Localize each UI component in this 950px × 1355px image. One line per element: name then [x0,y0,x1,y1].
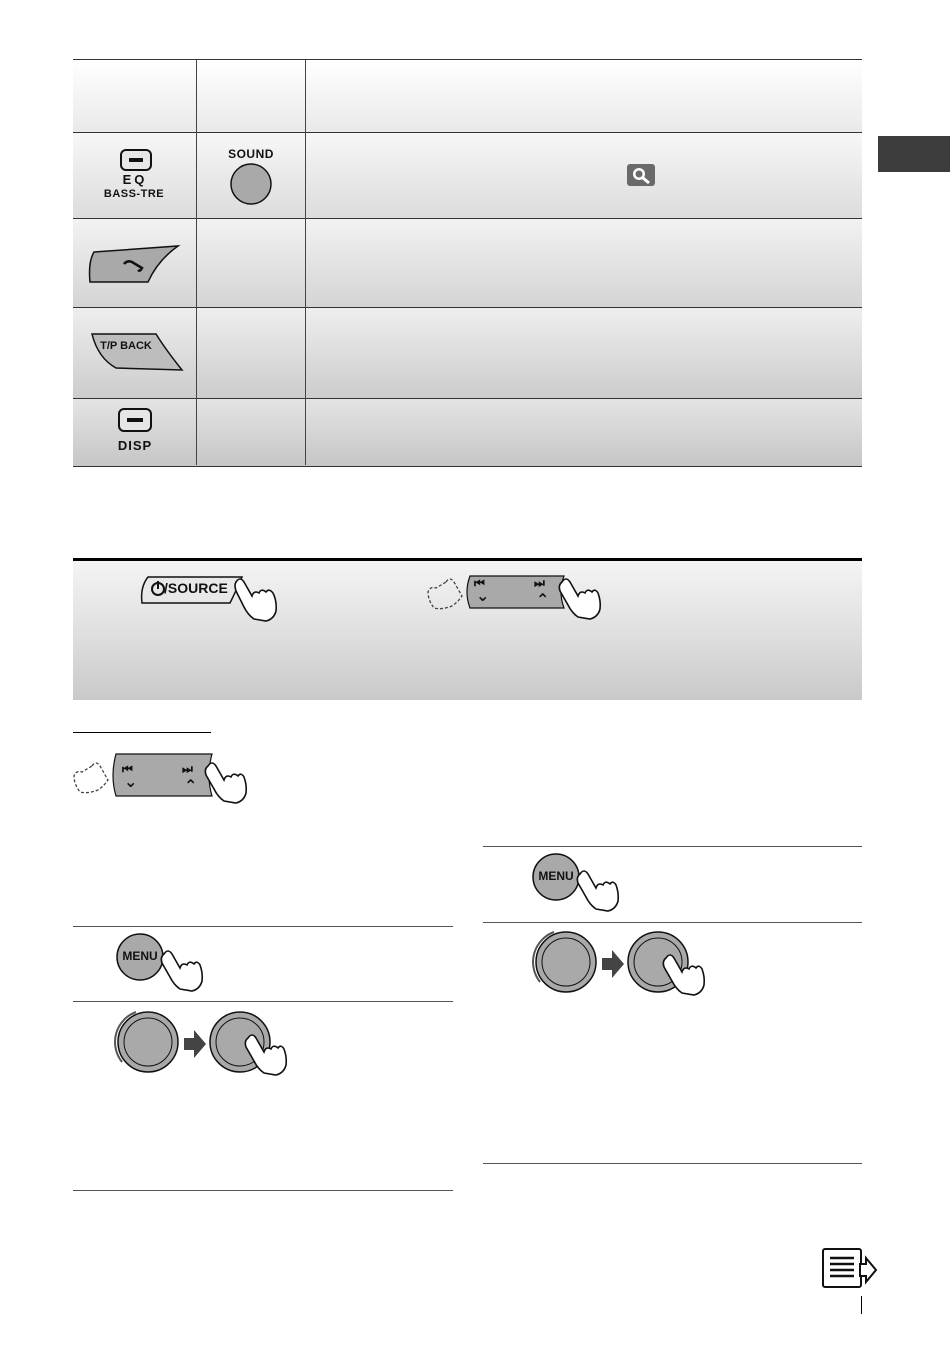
table-row-phone [73,218,862,308]
table-row-header [73,59,862,133]
skip-buttons-icon [72,752,252,810]
up-chevron-icon: ⌃ [536,592,550,609]
step-divider [73,926,453,927]
menu-button-icon [530,852,626,916]
next-icon: ⏭ [534,576,545,590]
table-row-tp-back [73,307,862,399]
down-chevron-icon: ⌄ [124,774,138,791]
prev-icon: ⏮ [474,576,485,590]
menu-button-icon [114,932,210,996]
menu-button-label: MENU [122,949,158,963]
skip-buttons-icon [424,572,604,626]
sound-label: SOUND [228,147,274,161]
tp-back-label: T/P BACK [100,340,152,352]
continued-page-icon [820,1246,880,1292]
step-divider [483,1163,862,1164]
prev-icon: ⏮ [122,762,133,776]
next-icon: ⏭ [182,762,193,776]
bass-tre-label: BASS-TRE [103,188,165,200]
menu-button-label: MENU [538,869,574,883]
disp-label: DISP [117,438,153,453]
step-divider [73,1001,453,1002]
eq-label: EQ [122,172,148,187]
control-dial-rotate-press-icon [530,926,710,1002]
disp-button-icon [117,407,153,433]
button-table [73,59,862,465]
table-row-eq [73,132,862,219]
pressing-hand-icon [228,572,278,622]
table-row-disp [73,398,862,467]
source-button-label: /SOURCE [164,580,228,596]
page-number-marker [861,1296,862,1314]
tp-back-button-icon [86,330,186,374]
phone-button-icon [86,242,186,286]
sound-button-icon [228,162,274,206]
down-chevron-icon: ⌄ [476,588,490,605]
column-divider [196,59,197,465]
control-dial-rotate-press-icon [112,1006,292,1082]
magnifier-reference-icon [626,163,656,187]
eq-button-icon [118,148,154,174]
up-chevron-icon: ⌃ [184,778,198,795]
section-side-tab [878,136,950,172]
column-divider [305,59,306,465]
step-divider [483,922,862,923]
step-divider [483,846,862,847]
step-divider [73,1190,453,1191]
heading-underline [73,732,211,733]
